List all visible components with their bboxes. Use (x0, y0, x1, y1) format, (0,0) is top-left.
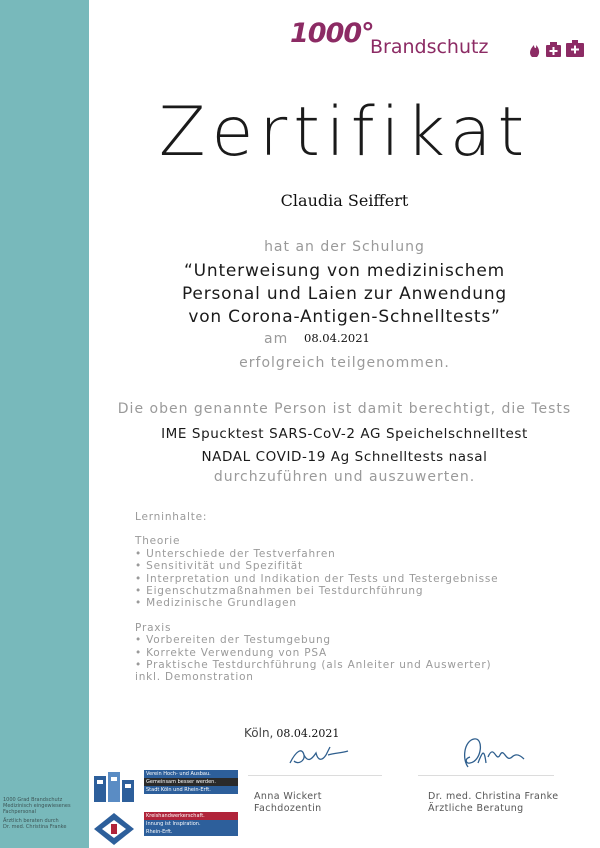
badge-line: Innung ist Inspiration. (144, 820, 238, 828)
fire-equipment-icons (528, 37, 588, 59)
signer-name: Anna Wickert (254, 791, 322, 802)
line-schulung: hat an der Schulung (264, 239, 425, 255)
list-item: • Praktische Testdurchführung (als Anleiter und Auswerter) (135, 659, 492, 672)
signer-wickert (254, 791, 322, 815)
course-title (89, 260, 600, 329)
badge-line: Kreishandwerkerschaft. (144, 812, 238, 820)
sidebar-band (0, 0, 89, 848)
brand-logo (290, 18, 590, 62)
list-item: inkl. Demonstration (135, 671, 254, 684)
list-item: • Korrekte Verwendung von PSA (135, 646, 328, 659)
list-item: • Interpretation und Indikation der Tests und Testergebnisse (135, 572, 499, 585)
side-note-line: 1000 Grad Brandschutz (3, 797, 63, 803)
list-item: • Vorbereiten der Testumgebung (135, 634, 331, 647)
am-label: am (264, 331, 289, 347)
list-item: • Medizinische Grundlagen (135, 597, 297, 610)
lerninhalte-heading: Lerninhalte: (135, 511, 208, 523)
line-teilgenommen: erfolgreich teilgenommen. (239, 355, 450, 371)
badge-line: Stadt Köln und Rhein-Erft. (144, 786, 238, 794)
side-note-line: Ärztlich beraten durch (3, 818, 59, 824)
signer-name: Dr. med. Christina Franke (428, 791, 559, 802)
certificate-title: Zertifikat (158, 93, 531, 172)
list-item: • Eigenschutzmaßnahmen bei Testdurchführung (135, 585, 424, 598)
badge-line: Rhein-Erft. (144, 828, 238, 836)
membership-badge-kreishandwerkerschaft (92, 812, 238, 846)
test-name: NADAL COVID-19 Ag Schnelltests nasal (201, 449, 488, 465)
side-note-line: Medizinisch eingewiesenes (3, 803, 71, 809)
signature-wickert (286, 741, 352, 773)
course-date: 08.04.2021 (304, 331, 370, 345)
badge-line: Verein Hoch- und Ausbau. (144, 770, 238, 778)
issue-date: 08.04.2021 (276, 727, 340, 740)
recipient-name: Claudia Seiffert (280, 191, 409, 210)
signer-role: Ärztliche Beratung (428, 803, 524, 814)
building-blocks-icon (92, 770, 136, 806)
side-note-company (3, 797, 87, 815)
logo-word: Brandschutz (370, 36, 489, 58)
signature-line (248, 775, 382, 776)
list-item: • Sensitivität und Spezifität (135, 560, 303, 573)
place-label: Köln, (244, 726, 274, 740)
theorie-heading: Theorie (135, 535, 181, 548)
learning-content (135, 511, 555, 684)
side-note-medical (3, 818, 87, 830)
signature-line (418, 775, 554, 776)
signer-franke (428, 791, 558, 815)
line-durchfuehren: durchzuführen und auszuwerten. (213, 469, 476, 485)
place-date (244, 726, 339, 740)
course-line: von Corona-Antigen-Schnelltests” (188, 307, 501, 327)
side-note-line: Dr. med. Christina Franke (3, 824, 67, 830)
course-line: Personal und Laien zur Anwendung (181, 284, 508, 304)
test-name: IME Spucktest SARS-CoV-2 AG Speichelschnelltest (161, 426, 528, 442)
signer-role: Fachdozentin (254, 803, 322, 814)
line-berechtigt: Die oben genannte Person ist damit berechtigt, die Tests (117, 401, 572, 417)
list-item: • Unterschiede der Testverfahren (135, 547, 336, 560)
praxis-heading: Praxis (135, 621, 172, 634)
signature-franke (456, 733, 526, 773)
course-line: “Unterweisung von medizinischem (184, 261, 505, 281)
membership-badge-verein (92, 770, 238, 806)
test-list (89, 423, 600, 469)
badge-line: Gemeinsam besser werden. (144, 778, 238, 786)
logo-number: 1000° (290, 18, 374, 49)
guild-emblem-icon (92, 812, 136, 846)
side-note-line: Fachpersonal (3, 809, 36, 815)
